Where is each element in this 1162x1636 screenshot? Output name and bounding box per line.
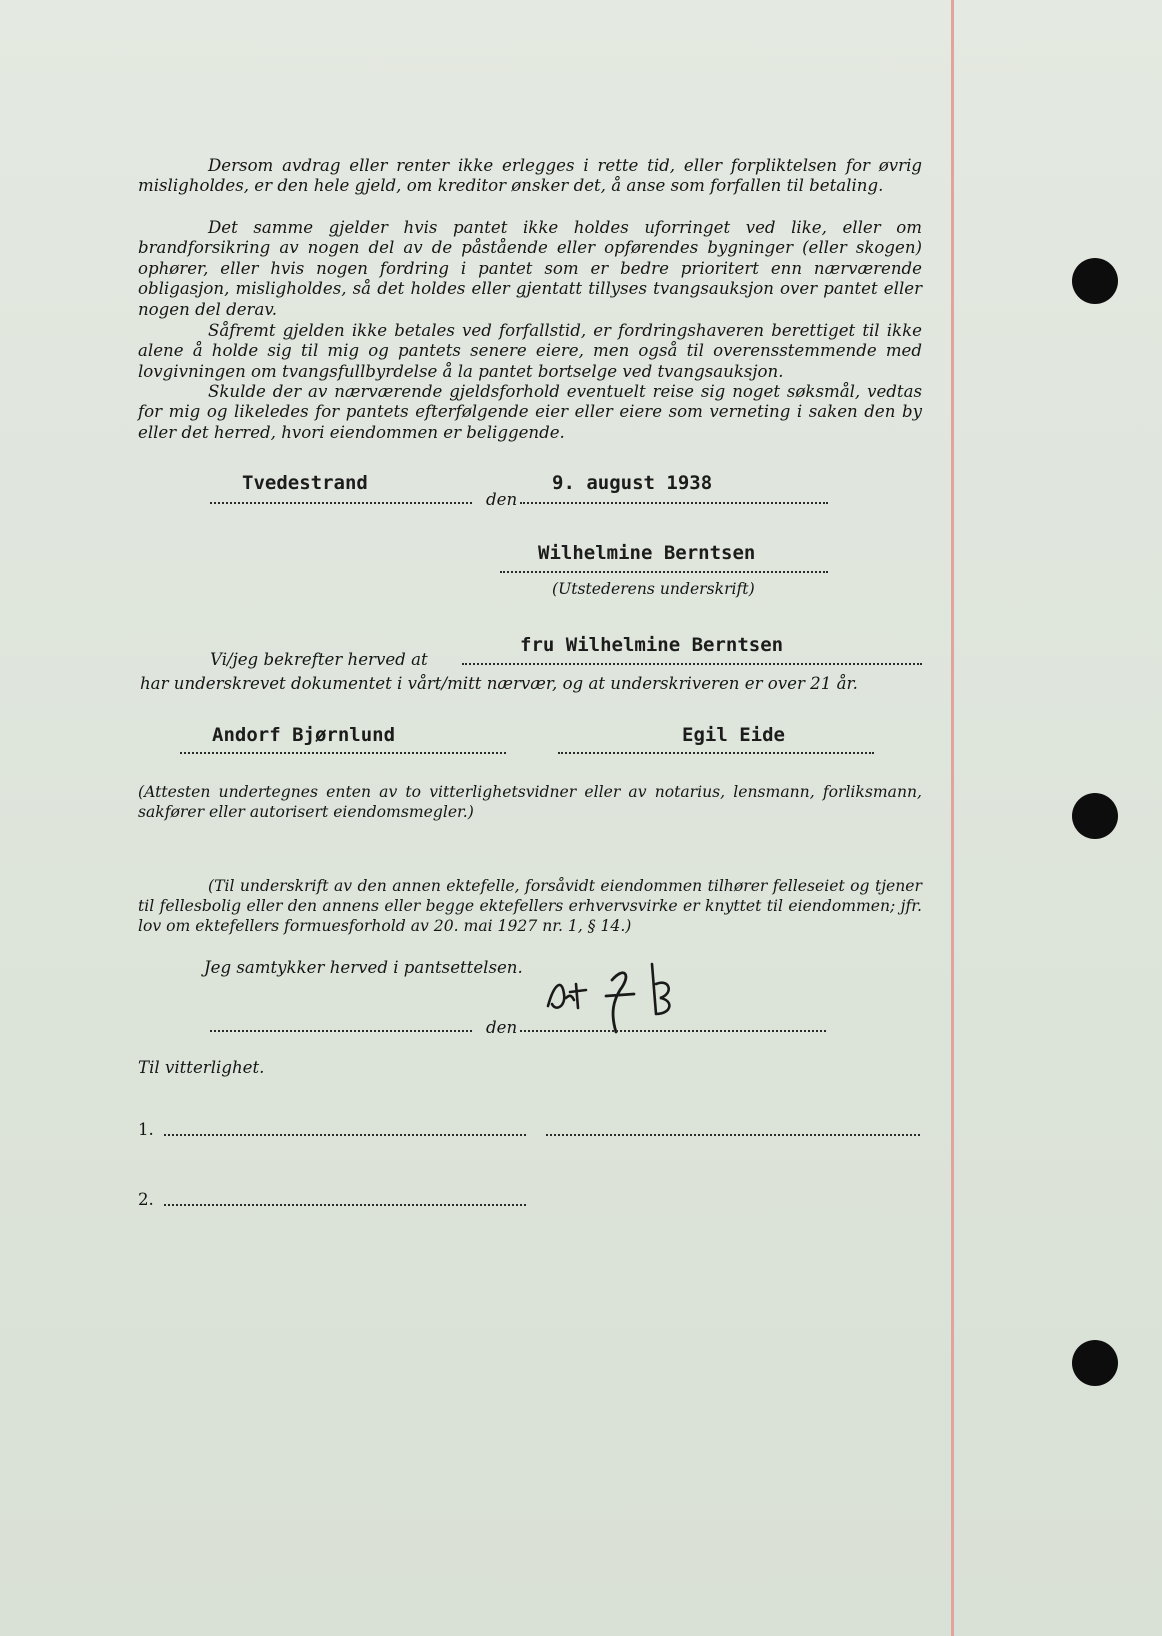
place-value: Tvedestrand: [242, 472, 368, 494]
spouse-note: (Til underskrift av den annen ektefelle, forsåvidt eiendommen tilhører felleseiet og tjener til fellesbolig eller den annens eller begge ektefellers erhvervsvirke er knyttet til eiendommen; jfr. lov om ektefellers formuesforhold av 20. mai 1927 nr. 1, § 14.): [138, 877, 922, 935]
witness-1-dotted-line: [180, 752, 506, 754]
issuer-name: Wilhelmine Berntsen: [538, 542, 756, 564]
witness-2-dotted-line: [558, 752, 874, 754]
confirmed-name: fru Wilhelmine Berntsen: [520, 634, 784, 656]
place-dotted-line: [210, 502, 472, 504]
punch-hole: [1072, 1340, 1118, 1386]
date-value: 9. august 1938: [552, 472, 713, 494]
witness-line-1-number: 1.: [138, 1120, 154, 1139]
witness-line-1-dotted-a: [164, 1134, 526, 1136]
paragraph-insurance-clause: Det samme gjelder hvis pantet ikke holdes uforringet ved like, eller om brandforsikring av nogen del av de påstående eller opførendes bygninger (eller skogen) ophører, eller hvis nogen fordring i pantet som er bedre prioritert enn nærværende obligasjon, misligholdes, så det holdes eller gjentatt tillyses tvangsauksjon over pantet eller nogen del derav.: [138, 218, 922, 319]
punch-hole: [1072, 258, 1118, 304]
paragraph-venue-clause: Skulde der av nærværende gjeldsforhold eventuelt reise sig noget søksmål, vedtas for mig og likeledes for pantets efterfølgende eier eller eiere som verneting i saken den by eller det herred, hvori eiendommen er beliggende.: [138, 382, 922, 442]
margin-line: [951, 0, 954, 1636]
witness-line-1-dotted-b: [546, 1134, 920, 1136]
date-dotted-line: [520, 502, 828, 504]
paragraph-default-clause: Dersom avdrag eller renter ikke erlegges i rette tid, eller forpliktelsen for øvrig misligholdes, er den hele gjeld, om kreditor ønsker det, å anse som forfallen til betaling.: [138, 156, 922, 196]
paragraph-enforcement-clause: Såfremt gjelden ikke betales ved forfallstid, er fordringshaveren berettiget til ikke alene å holde sig til mig og pantets senere eiere, men også til overensstemmende med lovgivningen om tvangsfullbyrdelse å la pantet bortselge ved tvangsauksjon.: [138, 321, 922, 381]
consent-text: Jeg samtykker herved i pantsettelsen.: [204, 958, 523, 977]
confirm-line: har underskrevet dokumentet i vårt/mitt nærvær, og at underskriveren er over 21 år.: [140, 674, 858, 693]
confirm-prefix: Vi/jeg bekrefter herved at: [210, 650, 428, 669]
den-label: den: [486, 490, 518, 509]
witness-heading: Til vitterlighet.: [138, 1058, 265, 1077]
confirm-dotted-line: [462, 663, 922, 665]
handwritten-mark-icon: [540, 954, 700, 1034]
consent-place-dotted-line: [210, 1030, 472, 1032]
witness-line-2-dotted: [164, 1204, 526, 1206]
punch-hole: [1072, 793, 1118, 839]
witness-2-name: Egil Eide: [682, 724, 785, 746]
issuer-dotted-line: [500, 571, 828, 573]
issuer-caption: (Utstederens underskrift): [552, 580, 755, 598]
witness-1-name: Andorf Bjørnlund: [212, 724, 396, 746]
attest-note: (Attesten undertegnes enten av to vitterlighetsvidner eller av notarius, lensmann, forliksmann, sakfører eller autorisert eiendomsmegler.): [138, 783, 922, 821]
consent-den-label: den: [486, 1018, 518, 1037]
witness-line-2-number: 2.: [138, 1190, 154, 1209]
consent-date-dotted-line: [520, 1030, 826, 1032]
